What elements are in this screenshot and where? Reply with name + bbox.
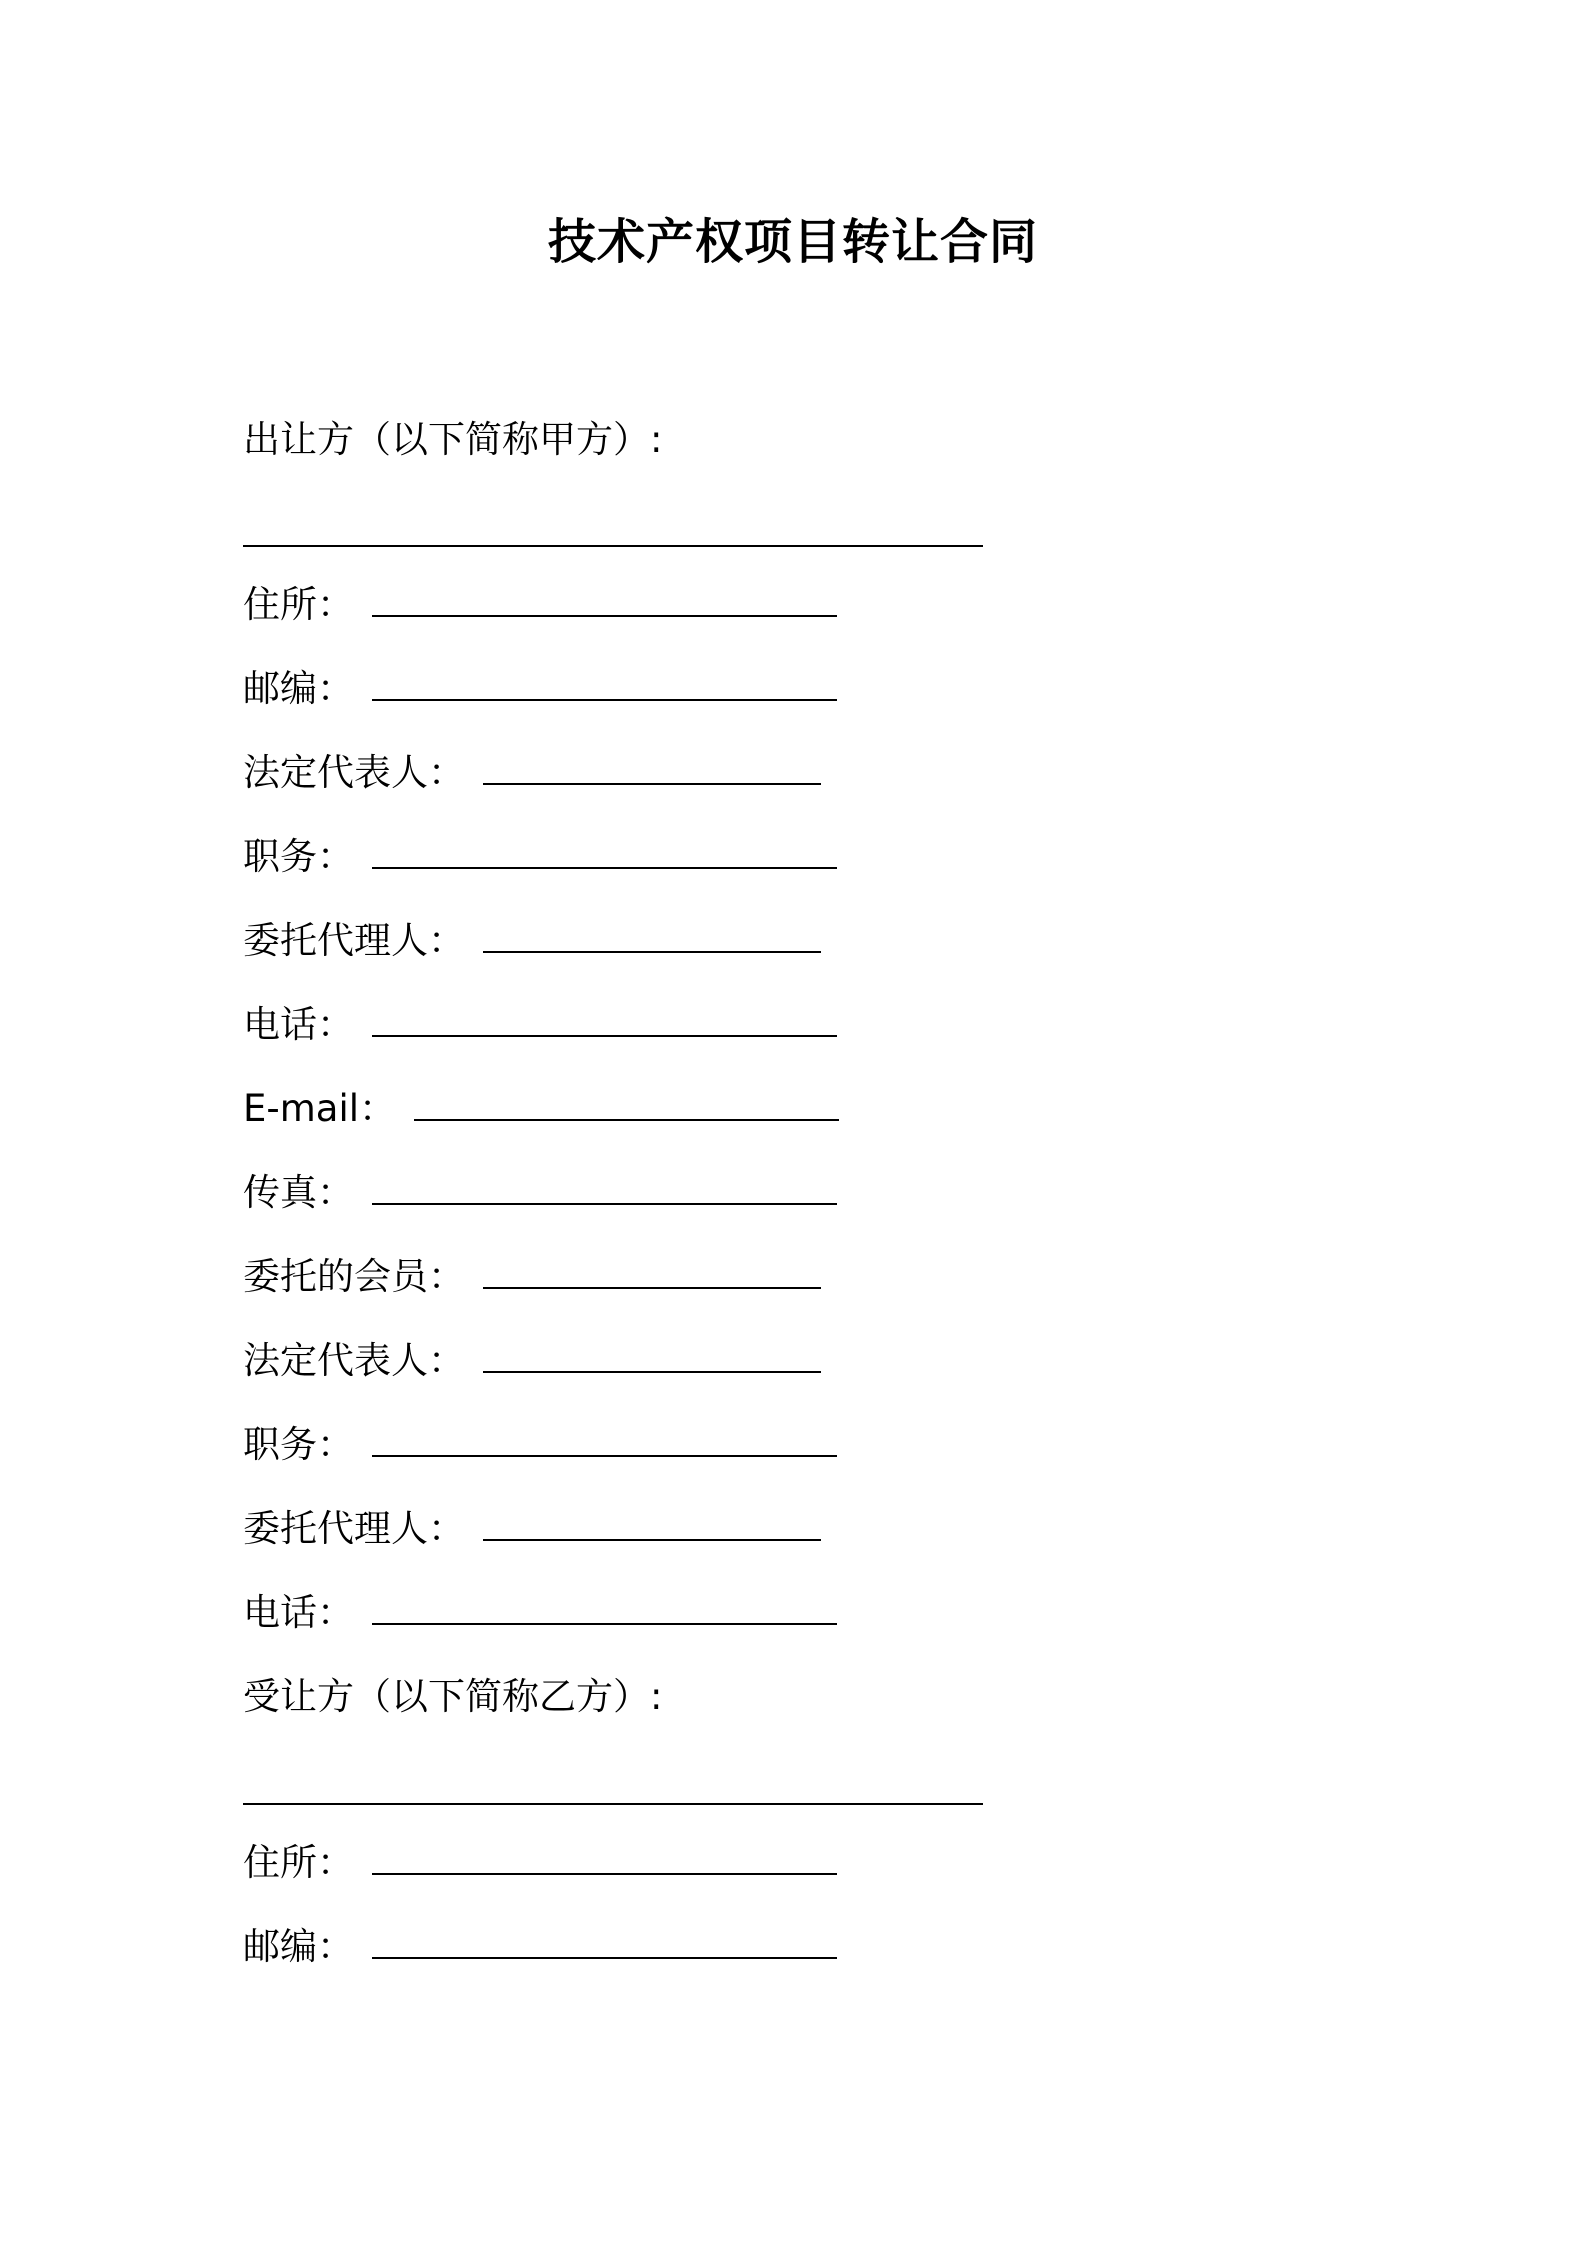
party-a-member-legal-rep-row [243, 1336, 821, 1386]
party-a-name-blank[interactable] [243, 545, 983, 547]
party-a-phone-blank[interactable] [372, 1005, 837, 1037]
party-a-member-legal-rep-label: 法定代表人： [243, 1339, 465, 1382]
party-a-fax-blank[interactable] [372, 1173, 837, 1205]
party-b-postcode-row [243, 1922, 837, 1972]
party-a-address-row [243, 580, 837, 630]
party-a-position-row [243, 832, 837, 882]
party-a-position-blank[interactable] [372, 837, 837, 869]
party-b-address-label: 住所： [243, 1841, 354, 1884]
party-a-email-label: E-mail： [243, 1087, 397, 1130]
party-a-member-label: 委托的会员： [243, 1255, 465, 1298]
party-a-email-row [243, 1084, 839, 1134]
party-a-heading: 出让方（以下简称甲方）: [243, 418, 663, 461]
party-a-member-position-blank[interactable] [372, 1425, 837, 1457]
party-a-address-blank[interactable] [372, 585, 837, 617]
party-a-agent-label: 委托代理人： [243, 919, 465, 962]
party-a-member-position-row [243, 1420, 837, 1470]
party-a-legal-rep-row [243, 748, 821, 798]
party-a-phone-row [243, 1000, 837, 1050]
party-a-agent-row [243, 916, 821, 966]
party-a-member-position-label: 职务： [243, 1423, 354, 1466]
party-a-phone-label: 电话： [243, 1003, 354, 1046]
party-a-fax-label: 传真： [243, 1171, 354, 1214]
party-b-postcode-blank[interactable] [372, 1927, 837, 1959]
party-a-agent-blank[interactable] [483, 921, 821, 953]
party-a-member-agent-row [243, 1504, 821, 1554]
party-a-member-agent-label: 委托代理人： [243, 1507, 465, 1550]
party-a-member-legal-rep-blank[interactable] [483, 1341, 821, 1373]
party-a-postcode-blank[interactable] [372, 669, 837, 701]
party-a-position-label: 职务： [243, 835, 354, 878]
party-a-email-blank[interactable] [414, 1089, 839, 1121]
party-a-postcode-row [243, 664, 837, 714]
party-a-member-phone-label: 电话： [243, 1591, 354, 1634]
party-b-postcode-label: 邮编： [243, 1925, 354, 1968]
party-a-member-blank[interactable] [483, 1257, 821, 1289]
party-a-member-agent-blank[interactable] [483, 1509, 821, 1541]
party-b-heading: 受让方（以下简称乙方）: [243, 1675, 663, 1718]
party-a-postcode-label: 邮编： [243, 667, 354, 710]
document-title: 技术产权项目转让合同 [547, 214, 1038, 270]
party-a-member-phone-row [243, 1588, 837, 1638]
party-a-legal-rep-label: 法定代表人： [243, 751, 465, 794]
party-a-member-row [243, 1252, 821, 1302]
party-a-fax-row [243, 1168, 837, 1218]
party-a-member-phone-blank[interactable] [372, 1593, 837, 1625]
party-b-name-blank[interactable] [243, 1803, 983, 1805]
party-a-legal-rep-blank[interactable] [483, 753, 821, 785]
party-b-address-row [243, 1838, 837, 1888]
party-b-address-blank[interactable] [372, 1843, 837, 1875]
party-a-address-label: 住所： [243, 583, 354, 626]
